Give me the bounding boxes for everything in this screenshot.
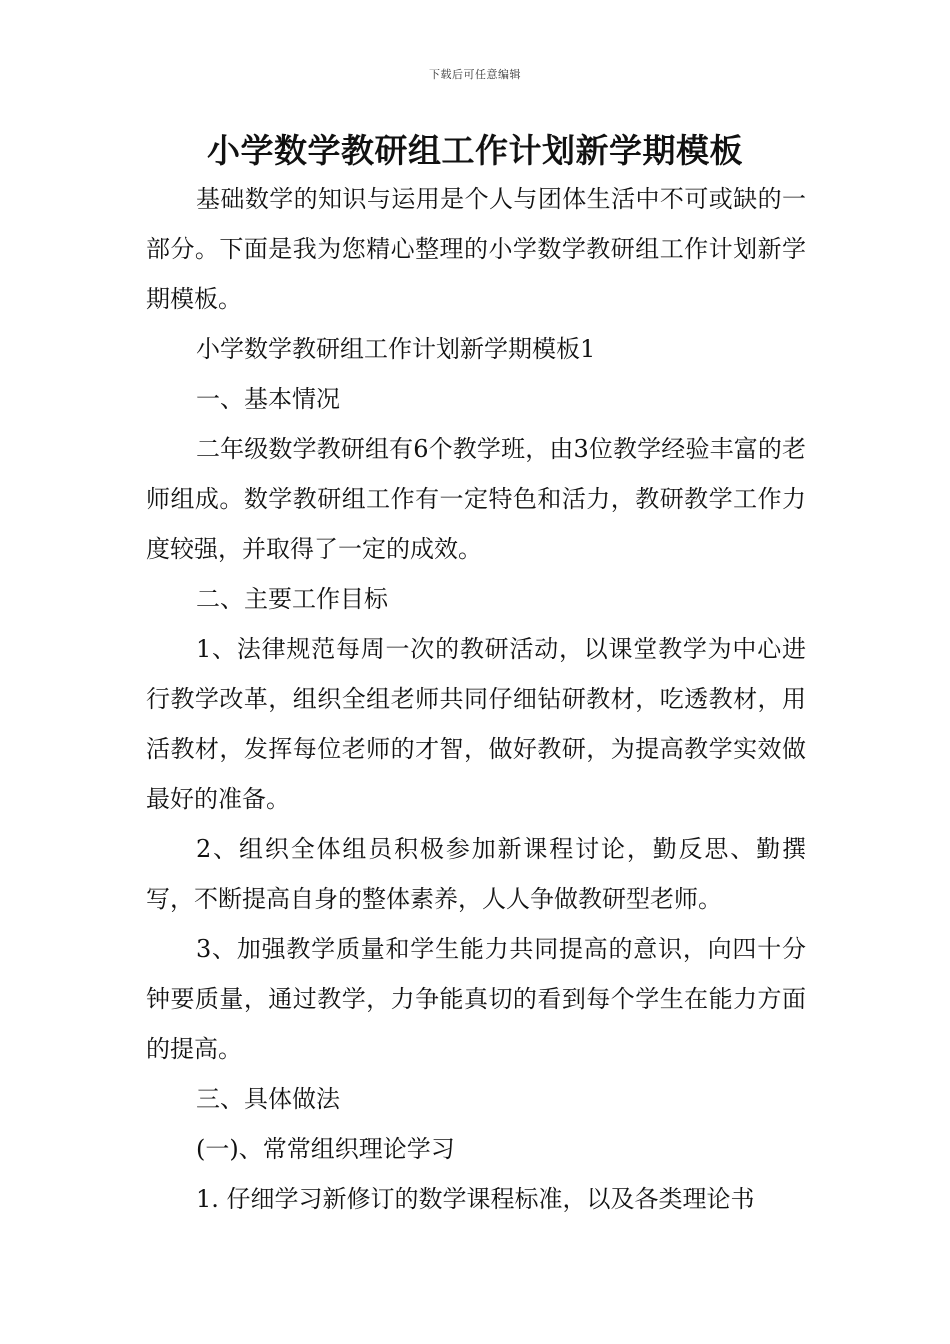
section-heading-1: 一、基本情况: [196, 385, 340, 413]
section-heading-2: 二、主要工作目标: [196, 585, 388, 613]
paragraph-goal-3: 3、加强教学质量和学生能力共同提高的意识，向四十分钟要质量，通过教学，力争能真切的看到每个学生在能力方面的提高。: [146, 935, 806, 1063]
paragraph-intro: 基础数学的知识与运用是个人与团体生活中不可或缺的一部分。下面是我为您精心整理的小学数学教研组工作计划新学期模板。: [146, 185, 806, 313]
subsection-heading-1: (一)、常常组织理论学习: [196, 1135, 455, 1163]
document-title: 小学数学教研组工作计划新学期模板: [207, 131, 743, 170]
paragraph-goal-1: 1、法律规范每周一次的教研活动，以课堂教学为中心进行教学改革，组织全组老师共同仔细钻研教材，吃透教材，用活教材，发挥每位老师的才智，做好教研，为提高教学实效做最好的准备。: [146, 635, 806, 813]
paragraph-method-1: 1. 仔细学习新修订的数学课程标准，以及各类理论书: [196, 1185, 755, 1213]
paragraph-subtitle: 小学数学教研组工作计划新学期模板1: [196, 335, 596, 363]
document-body: [146, 174, 806, 1224]
section-heading-3: 三、具体做法: [196, 1085, 340, 1113]
paragraph-goal-2: 2、组织全体组员积极参加新课程讨论，勤反思、勤撰写，不断提高自身的整体素养，人人争做教研型老师。: [146, 835, 806, 913]
header-note: 下载后可任意编辑: [429, 68, 521, 81]
paragraph-basic-situation: 二年级数学教研组有6个教学班，由3位教学经验丰富的老师组成。数学教研组工作有一定特色和活力，教研教学工作力度较强，并取得了一定的成效。: [146, 435, 806, 563]
